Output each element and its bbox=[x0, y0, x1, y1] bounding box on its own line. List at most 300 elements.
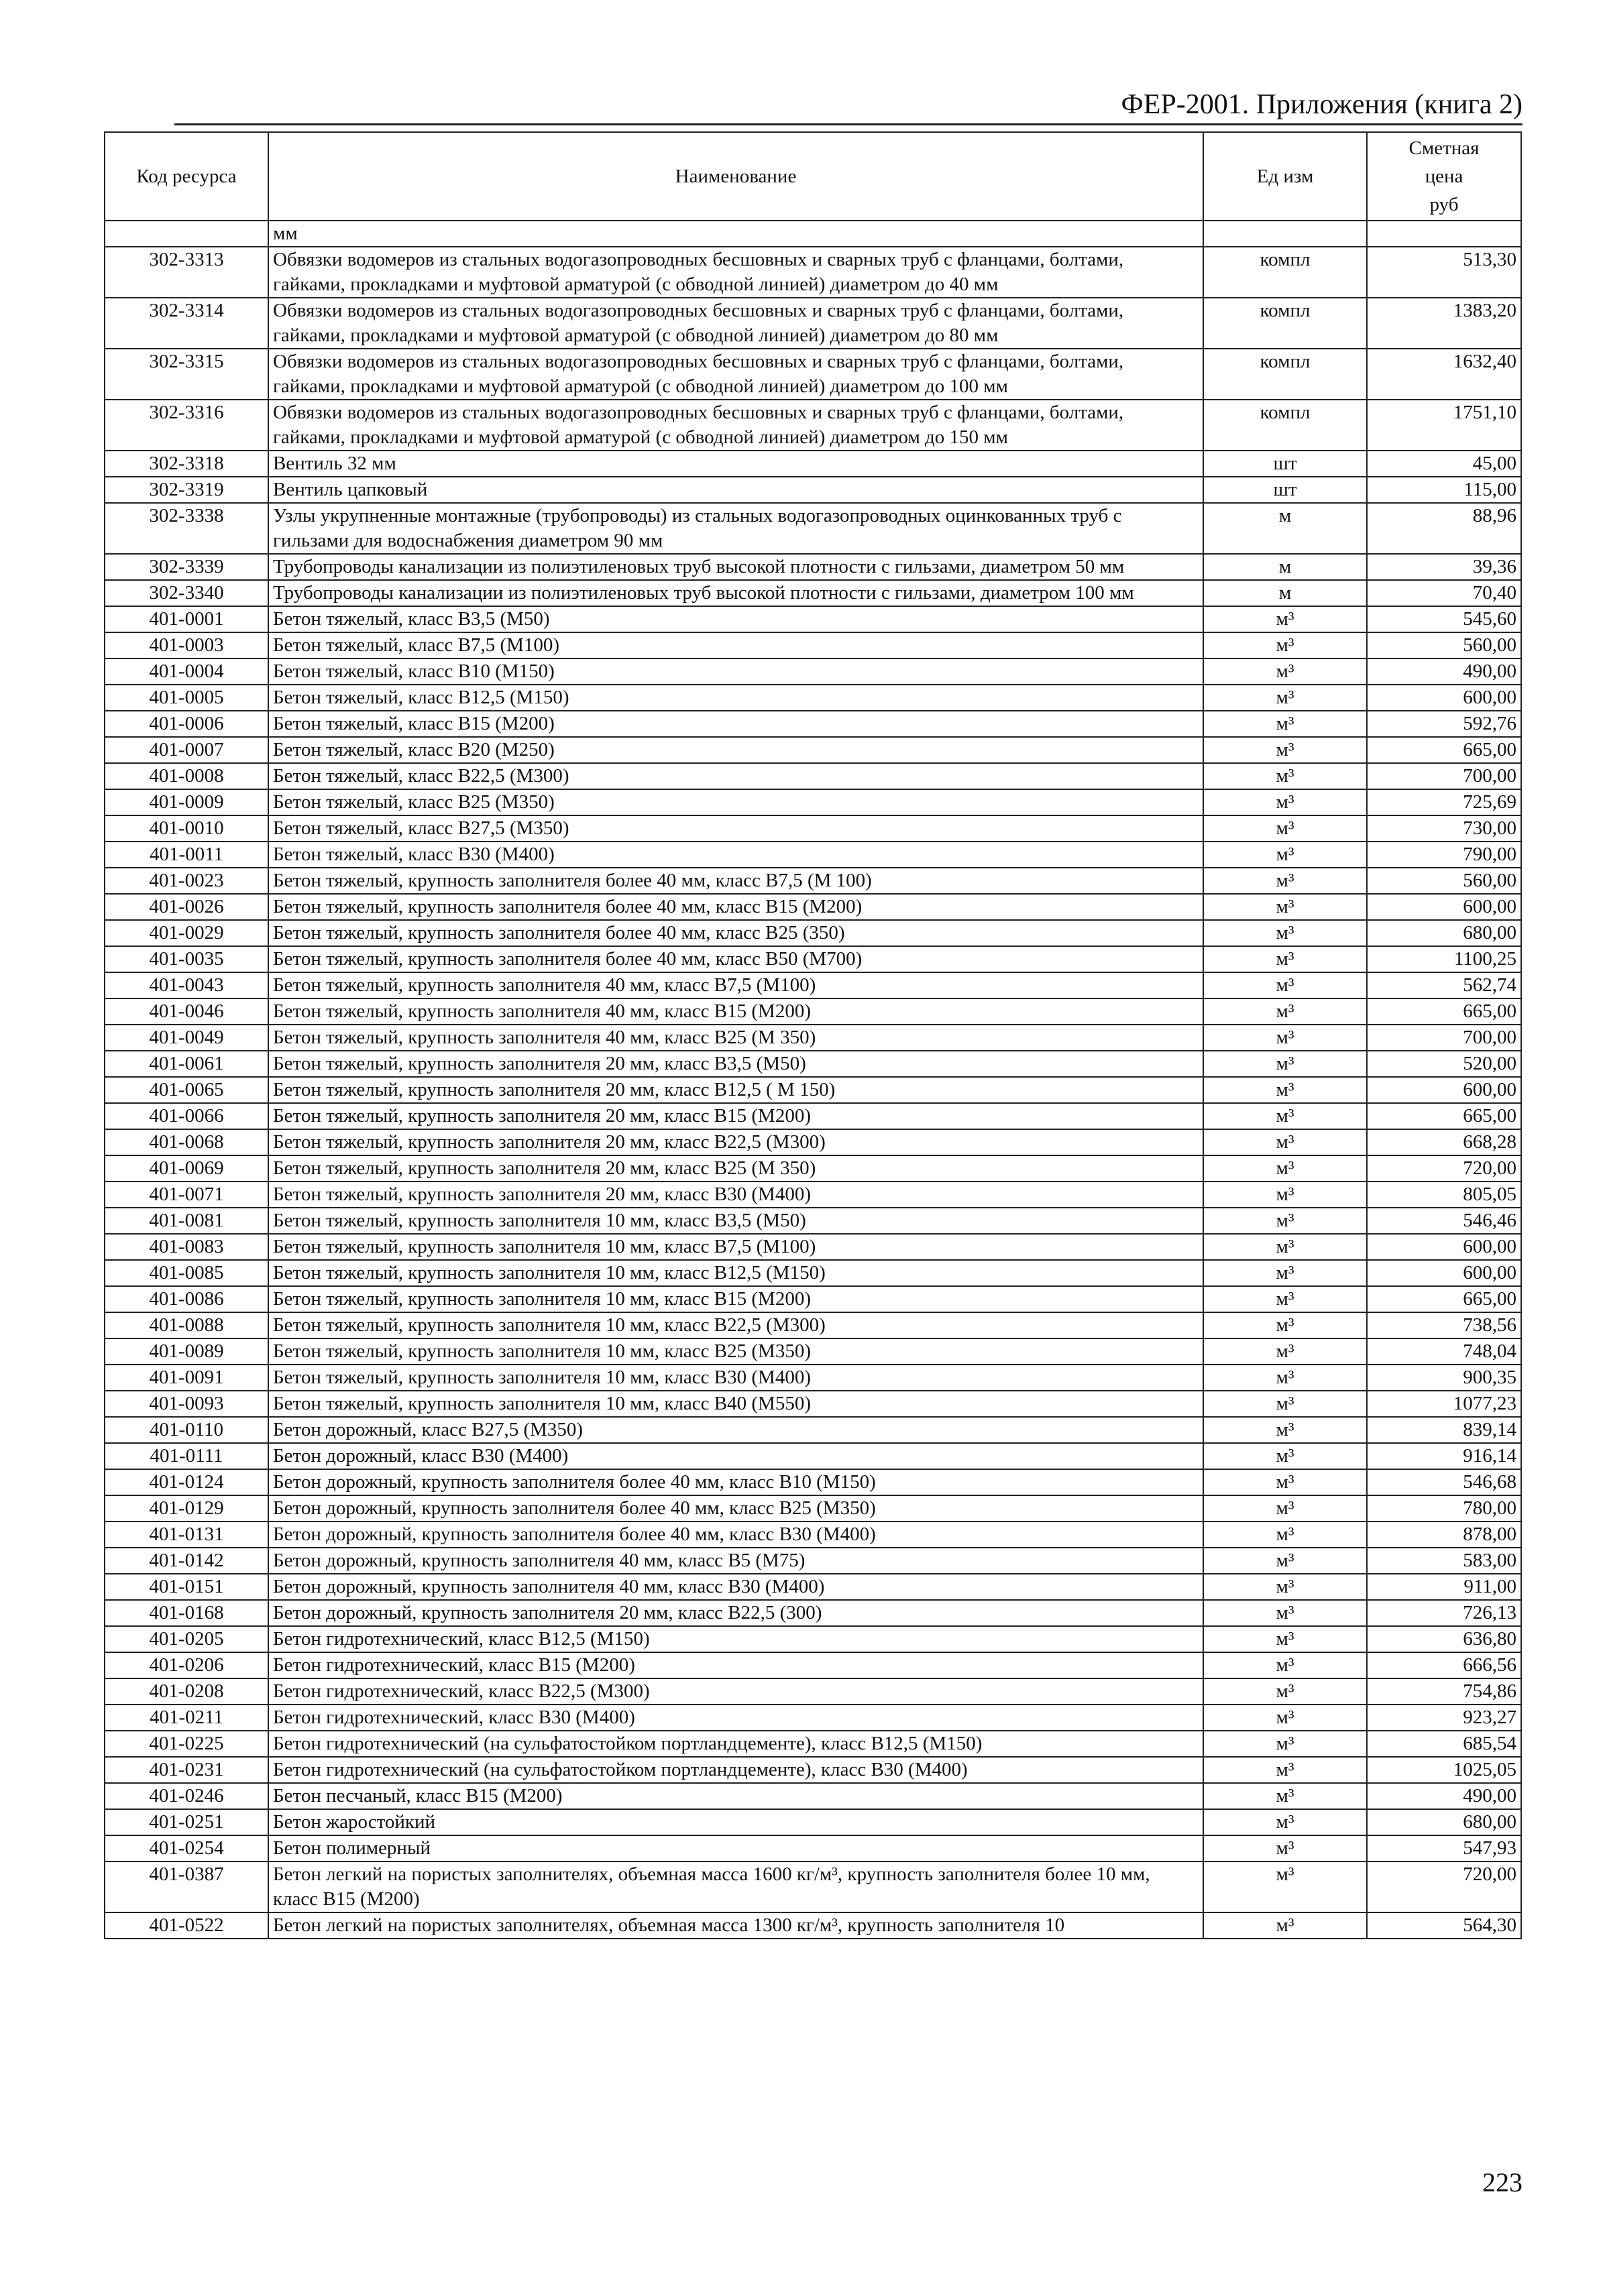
cell-unit: компл bbox=[1203, 247, 1367, 298]
column-header-unit: Ед изм bbox=[1203, 132, 1367, 221]
table-row bbox=[105, 477, 1521, 503]
cell-price: 685,54 bbox=[1367, 1731, 1521, 1757]
cell-price: 725,69 bbox=[1367, 789, 1521, 815]
cell-price: 520,00 bbox=[1367, 1051, 1521, 1077]
table-row bbox=[105, 815, 1521, 842]
cell-price: 754,86 bbox=[1367, 1678, 1521, 1705]
cell-name: Бетон тяжелый, крупность заполнителя 10 мм, класс В12,5 (М150) bbox=[268, 1260, 1203, 1286]
table-row bbox=[105, 685, 1521, 711]
cell-unit: м³ bbox=[1203, 1861, 1367, 1912]
cell-unit: м³ bbox=[1203, 1469, 1367, 1495]
cell-name: мм bbox=[268, 221, 1203, 247]
cell-price: 1025,05 bbox=[1367, 1757, 1521, 1783]
cell-unit: м³ bbox=[1203, 1835, 1367, 1861]
cell-unit: м³ bbox=[1203, 1234, 1367, 1260]
cell-price: 583,00 bbox=[1367, 1548, 1521, 1574]
table-row bbox=[105, 400, 1521, 451]
cell-name: Бетон тяжелый, класс В20 (М250) bbox=[268, 737, 1203, 763]
cell-name: Бетон дорожный, класс В27,5 (М350) bbox=[268, 1417, 1203, 1443]
cell-unit: м³ bbox=[1203, 1600, 1367, 1626]
cell-name: Вентиль цапковый bbox=[268, 477, 1203, 503]
cell-name: Обвязки водомеров из стальных водогазопроводных бесшовных и сварных труб с фланцами, болтами, гайками, прокладками и муфтовой арматурой (с обводной линией) диаметром до 80 мм bbox=[268, 298, 1203, 349]
cell-code: 401-0066 bbox=[105, 1103, 268, 1129]
cell-name: Бетон тяжелый, крупность заполнителя 10 мм, класс В22,5 (М300) bbox=[268, 1312, 1203, 1338]
cell-unit: м³ bbox=[1203, 1548, 1367, 1574]
cell-code: 401-0001 bbox=[105, 606, 268, 632]
cell-code: 401-0081 bbox=[105, 1208, 268, 1234]
cell-name: Бетон тяжелый, класс В25 (М350) bbox=[268, 789, 1203, 815]
cell-code: 401-0246 bbox=[105, 1783, 268, 1809]
cell-unit: м³ bbox=[1203, 763, 1367, 789]
table-header-row bbox=[105, 132, 1521, 221]
cell-unit: м³ bbox=[1203, 1391, 1367, 1417]
cell-unit: м³ bbox=[1203, 1312, 1367, 1338]
cell-code: 401-0110 bbox=[105, 1417, 268, 1443]
cell-unit: м³ bbox=[1203, 685, 1367, 711]
cell-price: 668,28 bbox=[1367, 1129, 1521, 1155]
resource-price-table bbox=[104, 131, 1522, 1939]
cell-unit: м³ bbox=[1203, 1757, 1367, 1783]
cell-price: 600,00 bbox=[1367, 1260, 1521, 1286]
table-row bbox=[105, 1495, 1521, 1522]
cell-unit: м³ bbox=[1203, 1495, 1367, 1522]
table-row bbox=[105, 1783, 1521, 1809]
table-row bbox=[105, 789, 1521, 815]
cell-price: 666,56 bbox=[1367, 1652, 1521, 1678]
cell-name: Бетон легкий на пористых заполнителях, объемная масса 1600 кг/м³, крупность заполнителя более 10 мм, класс В15 (М200) bbox=[268, 1861, 1203, 1912]
cell-unit: м³ bbox=[1203, 1286, 1367, 1312]
cell-unit: м³ bbox=[1203, 946, 1367, 972]
column-header-price-line3: руб bbox=[1429, 194, 1459, 215]
cell-price: 45,00 bbox=[1367, 451, 1521, 477]
cell-name: Бетон тяжелый, крупность заполнителя 40 мм, класс В7,5 (М100) bbox=[268, 972, 1203, 998]
cell-name: Бетон тяжелый, крупность заполнителя 20 мм, класс В25 (М 350) bbox=[268, 1155, 1203, 1182]
cell-price: 738,56 bbox=[1367, 1312, 1521, 1338]
cell-price: 546,46 bbox=[1367, 1208, 1521, 1234]
cell-code: 401-0251 bbox=[105, 1809, 268, 1835]
cell-price bbox=[1367, 221, 1521, 247]
cell-name: Бетон тяжелый, крупность заполнителя 10 мм, класс В25 (М350) bbox=[268, 1338, 1203, 1365]
table-row bbox=[105, 632, 1521, 658]
cell-name: Бетон тяжелый, крупность заполнителя 10 мм, класс В7,5 (М100) bbox=[268, 1234, 1203, 1260]
cell-price: 805,05 bbox=[1367, 1182, 1521, 1208]
cell-code: 401-0004 bbox=[105, 658, 268, 685]
cell-unit: м³ bbox=[1203, 1417, 1367, 1443]
cell-price: 600,00 bbox=[1367, 1077, 1521, 1103]
cell-code: 401-0007 bbox=[105, 737, 268, 763]
table-row bbox=[105, 1182, 1521, 1208]
cell-name: Трубопроводы канализации из полиэтиленовых труб высокой плотности с гильзами, диаметром 100 мм bbox=[268, 580, 1203, 606]
cell-name: Бетон тяжелый, крупность заполнителя 20 мм, класс В12,5 ( М 150) bbox=[268, 1077, 1203, 1103]
cell-name: Бетон тяжелый, класс В22,5 (М300) bbox=[268, 763, 1203, 789]
cell-name: Бетон тяжелый, крупность заполнителя 10 мм, класс В40 (М550) bbox=[268, 1391, 1203, 1417]
cell-code: 401-0069 bbox=[105, 1155, 268, 1182]
cell-name: Бетон тяжелый, класс В27,5 (М350) bbox=[268, 815, 1203, 842]
cell-code: 302-3338 bbox=[105, 503, 268, 554]
cell-code: 401-0205 bbox=[105, 1626, 268, 1652]
cell-code: 302-3319 bbox=[105, 477, 268, 503]
cell-name: Бетон гидротехнический (на сульфатостойком портландцементе), класс В30 (М400) bbox=[268, 1757, 1203, 1783]
table-row bbox=[105, 1155, 1521, 1182]
cell-unit: м³ bbox=[1203, 1705, 1367, 1731]
cell-price: 636,80 bbox=[1367, 1626, 1521, 1652]
cell-price: 916,14 bbox=[1367, 1443, 1521, 1469]
table-row bbox=[105, 1260, 1521, 1286]
cell-name: Бетон тяжелый, крупность заполнителя 10 мм, класс В30 (М400) bbox=[268, 1365, 1203, 1391]
cell-price: 730,00 bbox=[1367, 815, 1521, 842]
cell-code: 401-0211 bbox=[105, 1705, 268, 1731]
table-row bbox=[105, 1652, 1521, 1678]
table-row bbox=[105, 1522, 1521, 1548]
cell-unit: м³ bbox=[1203, 1912, 1367, 1939]
cell-price: 513,30 bbox=[1367, 247, 1521, 298]
cell-code: 302-3314 bbox=[105, 298, 268, 349]
cell-price: 1632,40 bbox=[1367, 349, 1521, 400]
cell-name: Бетон дорожный, крупность заполнителя более 40 мм, класс В30 (М400) bbox=[268, 1522, 1203, 1548]
cell-price: 547,93 bbox=[1367, 1835, 1521, 1861]
cell-code: 401-0026 bbox=[105, 894, 268, 920]
column-header-price bbox=[1367, 132, 1521, 221]
cell-unit: м³ bbox=[1203, 972, 1367, 998]
cell-code: 302-3316 bbox=[105, 400, 268, 451]
table-row bbox=[105, 868, 1521, 894]
cell-code: 401-0068 bbox=[105, 1129, 268, 1155]
table-row bbox=[105, 920, 1521, 946]
cell-price: 600,00 bbox=[1367, 894, 1521, 920]
cell-name: Бетон тяжелый, крупность заполнителя 40 мм, класс В15 (М200) bbox=[268, 998, 1203, 1025]
table-row bbox=[105, 1548, 1521, 1574]
cell-code: 401-0006 bbox=[105, 711, 268, 737]
cell-name: Бетон тяжелый, крупность заполнителя более 40 мм, класс В25 (350) bbox=[268, 920, 1203, 946]
cell-code: 401-0142 bbox=[105, 1548, 268, 1574]
cell-code: 401-0023 bbox=[105, 868, 268, 894]
cell-name: Бетон дорожный, крупность заполнителя более 40 мм, класс В10 (М150) bbox=[268, 1469, 1203, 1495]
cell-code: 401-0009 bbox=[105, 789, 268, 815]
cell-name: Бетон тяжелый, крупность заполнителя 10 мм, класс В15 (М200) bbox=[268, 1286, 1203, 1312]
table-row bbox=[105, 1234, 1521, 1260]
cell-price: 490,00 bbox=[1367, 658, 1521, 685]
table-row bbox=[105, 998, 1521, 1025]
cell-name: Бетон дорожный, крупность заполнителя 40 мм, класс В30 (М400) bbox=[268, 1574, 1203, 1600]
cell-unit: м³ bbox=[1203, 606, 1367, 632]
table-row bbox=[105, 1338, 1521, 1365]
cell-unit: м³ bbox=[1203, 737, 1367, 763]
cell-name: Бетон тяжелый, класс В15 (М200) bbox=[268, 711, 1203, 737]
cell-code: 401-0043 bbox=[105, 972, 268, 998]
cell-code: 401-0049 bbox=[105, 1025, 268, 1051]
cell-code: 401-0206 bbox=[105, 1652, 268, 1678]
cell-unit: м³ bbox=[1203, 920, 1367, 946]
cell-code: 401-0093 bbox=[105, 1391, 268, 1417]
table-row bbox=[105, 1600, 1521, 1626]
cell-code: 401-0046 bbox=[105, 998, 268, 1025]
table-row bbox=[105, 1391, 1521, 1417]
cell-unit: м bbox=[1203, 554, 1367, 580]
cell-unit: м³ bbox=[1203, 1626, 1367, 1652]
cell-price: 748,04 bbox=[1367, 1338, 1521, 1365]
cell-price: 680,00 bbox=[1367, 920, 1521, 946]
cell-code: 401-0086 bbox=[105, 1286, 268, 1312]
cell-code: 401-0035 bbox=[105, 946, 268, 972]
cell-price: 39,36 bbox=[1367, 554, 1521, 580]
cell-code: 401-0131 bbox=[105, 1522, 268, 1548]
table-row bbox=[105, 1574, 1521, 1600]
table-row bbox=[105, 554, 1521, 580]
cell-price: 839,14 bbox=[1367, 1417, 1521, 1443]
cell-unit: компл bbox=[1203, 349, 1367, 400]
cell-code: 401-0005 bbox=[105, 685, 268, 711]
cell-code: 401-0011 bbox=[105, 842, 268, 868]
cell-name: Обвязки водомеров из стальных водогазопроводных бесшовных и сварных труб с фланцами, болтами, гайками, прокладками и муфтовой арматурой (с обводной линией) диаметром до 40 мм bbox=[268, 247, 1203, 298]
cell-name: Вентиль 32 мм bbox=[268, 451, 1203, 477]
cell-code: 401-0168 bbox=[105, 1600, 268, 1626]
cell-unit: шт bbox=[1203, 451, 1367, 477]
cell-price: 545,60 bbox=[1367, 606, 1521, 632]
cell-unit: м³ bbox=[1203, 868, 1367, 894]
cell-unit: м³ bbox=[1203, 1574, 1367, 1600]
cell-unit: м³ bbox=[1203, 894, 1367, 920]
cell-unit: м³ bbox=[1203, 1365, 1367, 1391]
table-row bbox=[105, 1365, 1521, 1391]
cell-unit: м³ bbox=[1203, 789, 1367, 815]
cell-code: 401-0083 bbox=[105, 1234, 268, 1260]
cell-code: 401-0065 bbox=[105, 1077, 268, 1103]
cell-price: 600,00 bbox=[1367, 1234, 1521, 1260]
cell-unit: м³ bbox=[1203, 1025, 1367, 1051]
cell-name: Бетон тяжелый, крупность заполнителя более 40 мм, класс В15 (М200) bbox=[268, 894, 1203, 920]
cell-unit bbox=[1203, 221, 1367, 247]
table-row bbox=[105, 972, 1521, 998]
cell-code: 401-0208 bbox=[105, 1678, 268, 1705]
cell-price: 790,00 bbox=[1367, 842, 1521, 868]
table-row bbox=[105, 503, 1521, 554]
table-row bbox=[105, 221, 1521, 247]
table-row bbox=[105, 1051, 1521, 1077]
cell-code: 401-0522 bbox=[105, 1912, 268, 1939]
table-row bbox=[105, 1286, 1521, 1312]
cell-price: 665,00 bbox=[1367, 998, 1521, 1025]
cell-name: Бетон дорожный, класс В30 (М400) bbox=[268, 1443, 1203, 1469]
table-row bbox=[105, 1731, 1521, 1757]
cell-code: 401-0387 bbox=[105, 1861, 268, 1912]
cell-code: 302-3340 bbox=[105, 580, 268, 606]
cell-name: Бетон дорожный, крупность заполнителя 20 мм, класс В22,5 (300) bbox=[268, 1600, 1203, 1626]
cell-unit: м³ bbox=[1203, 658, 1367, 685]
cell-unit: шт bbox=[1203, 477, 1367, 503]
cell-price: 1383,20 bbox=[1367, 298, 1521, 349]
cell-code: 401-0151 bbox=[105, 1574, 268, 1600]
cell-price: 923,27 bbox=[1367, 1705, 1521, 1731]
cell-name: Обвязки водомеров из стальных водогазопроводных бесшовных и сварных труб с фланцами, болтами, гайками, прокладками и муфтовой арматурой (с обводной линией) диаметром до 150 мм bbox=[268, 400, 1203, 451]
table-row bbox=[105, 946, 1521, 972]
cell-name: Бетон тяжелый, класс В7,5 (М100) bbox=[268, 632, 1203, 658]
cell-unit: м³ bbox=[1203, 711, 1367, 737]
table-row bbox=[105, 1129, 1521, 1155]
cell-price: 1077,23 bbox=[1367, 1391, 1521, 1417]
cell-unit: м³ bbox=[1203, 1077, 1367, 1103]
cell-price: 700,00 bbox=[1367, 1025, 1521, 1051]
cell-code: 401-0061 bbox=[105, 1051, 268, 1077]
cell-price: 1100,25 bbox=[1367, 946, 1521, 972]
cell-code: 401-0225 bbox=[105, 1731, 268, 1757]
cell-unit: компл bbox=[1203, 298, 1367, 349]
cell-code: 401-0088 bbox=[105, 1312, 268, 1338]
cell-name: Бетон тяжелый, крупность заполнителя 40 мм, класс В25 (М 350) bbox=[268, 1025, 1203, 1051]
cell-code: 401-0085 bbox=[105, 1260, 268, 1286]
table-row bbox=[105, 1861, 1521, 1912]
table-row bbox=[105, 1077, 1521, 1103]
cell-unit: м³ bbox=[1203, 632, 1367, 658]
table-body bbox=[105, 221, 1521, 1939]
cell-unit: компл bbox=[1203, 400, 1367, 451]
table-row bbox=[105, 763, 1521, 789]
cell-name: Бетон тяжелый, крупность заполнителя более 40 мм, класс В7,5 (М 100) bbox=[268, 868, 1203, 894]
table-row bbox=[105, 1103, 1521, 1129]
cell-name: Бетон тяжелый, класс В30 (М400) bbox=[268, 842, 1203, 868]
cell-price: 720,00 bbox=[1367, 1155, 1521, 1182]
table-row bbox=[105, 1678, 1521, 1705]
cell-name: Бетон тяжелый, крупность заполнителя 20 мм, класс В22,5 (М300) bbox=[268, 1129, 1203, 1155]
cell-price: 911,00 bbox=[1367, 1574, 1521, 1600]
column-header-code: Код ресурса bbox=[105, 132, 268, 221]
table-row bbox=[105, 1626, 1521, 1652]
cell-unit: м³ bbox=[1203, 1208, 1367, 1234]
cell-name: Трубопроводы канализации из полиэтиленовых труб высокой плотности с гильзами, диаметром 50 мм bbox=[268, 554, 1203, 580]
table-row bbox=[105, 349, 1521, 400]
cell-unit: м³ bbox=[1203, 1809, 1367, 1835]
cell-name: Бетон тяжелый, класс В10 (М150) bbox=[268, 658, 1203, 685]
cell-name: Бетон жаростойкий bbox=[268, 1809, 1203, 1835]
table-row bbox=[105, 842, 1521, 868]
cell-code: 302-3315 bbox=[105, 349, 268, 400]
table-row bbox=[105, 1443, 1521, 1469]
table-row bbox=[105, 1705, 1521, 1731]
cell-price: 564,30 bbox=[1367, 1912, 1521, 1939]
cell-code bbox=[105, 221, 268, 247]
cell-price: 546,68 bbox=[1367, 1469, 1521, 1495]
cell-unit: м³ bbox=[1203, 815, 1367, 842]
cell-unit: м³ bbox=[1203, 998, 1367, 1025]
table-row bbox=[105, 606, 1521, 632]
column-header-price-line1: Сметная bbox=[1408, 137, 1480, 159]
table-row bbox=[105, 737, 1521, 763]
cell-price: 726,13 bbox=[1367, 1600, 1521, 1626]
column-header-name: Наименование bbox=[268, 132, 1203, 221]
cell-price: 70,40 bbox=[1367, 580, 1521, 606]
cell-price: 88,96 bbox=[1367, 503, 1521, 554]
cell-code: 401-0129 bbox=[105, 1495, 268, 1522]
table-row bbox=[105, 1757, 1521, 1783]
cell-unit: м bbox=[1203, 503, 1367, 554]
cell-price: 600,00 bbox=[1367, 685, 1521, 711]
cell-unit: м³ bbox=[1203, 1260, 1367, 1286]
cell-code: 401-0003 bbox=[105, 632, 268, 658]
cell-name: Бетон дорожный, крупность заполнителя более 40 мм, класс В25 (М350) bbox=[268, 1495, 1203, 1522]
table-row bbox=[105, 1912, 1521, 1939]
cell-name: Бетон тяжелый, крупность заполнителя 10 мм, класс В3,5 (М50) bbox=[268, 1208, 1203, 1234]
cell-name: Бетон дорожный, крупность заполнителя 40 мм, класс В5 (М75) bbox=[268, 1548, 1203, 1574]
cell-unit: м³ bbox=[1203, 1678, 1367, 1705]
cell-code: 401-0089 bbox=[105, 1338, 268, 1365]
cell-name: Бетон гидротехнический, класс В22,5 (М300) bbox=[268, 1678, 1203, 1705]
table-row bbox=[105, 1025, 1521, 1051]
cell-price: 780,00 bbox=[1367, 1495, 1521, 1522]
cell-code: 401-0010 bbox=[105, 815, 268, 842]
table-row bbox=[105, 658, 1521, 685]
resource-table-container bbox=[104, 131, 1520, 1939]
column-header-price-line2: цена bbox=[1425, 166, 1463, 187]
cell-code: 401-0111 bbox=[105, 1443, 268, 1469]
cell-unit: м³ bbox=[1203, 1129, 1367, 1155]
cell-name: Бетон тяжелый, класс В3,5 (М50) bbox=[268, 606, 1203, 632]
table-row bbox=[105, 1809, 1521, 1835]
cell-price: 665,00 bbox=[1367, 1286, 1521, 1312]
cell-price: 700,00 bbox=[1367, 763, 1521, 789]
table-row bbox=[105, 247, 1521, 298]
cell-unit: м³ bbox=[1203, 842, 1367, 868]
cell-price: 680,00 bbox=[1367, 1809, 1521, 1835]
table-row bbox=[105, 711, 1521, 737]
cell-price: 560,00 bbox=[1367, 632, 1521, 658]
cell-name: Бетон тяжелый, крупность заполнителя 20 мм, класс В15 (М200) bbox=[268, 1103, 1203, 1129]
cell-name: Бетон тяжелый, крупность заполнителя 20 мм, класс В3,5 (М50) bbox=[268, 1051, 1203, 1077]
table-row bbox=[105, 580, 1521, 606]
page-number: 223 bbox=[1482, 2167, 1523, 2197]
cell-price: 592,76 bbox=[1367, 711, 1521, 737]
cell-code: 401-0071 bbox=[105, 1182, 268, 1208]
cell-price: 562,74 bbox=[1367, 972, 1521, 998]
cell-name: Бетон гидротехнический, класс В12,5 (М150) bbox=[268, 1626, 1203, 1652]
cell-unit: м³ bbox=[1203, 1338, 1367, 1365]
cell-code: 302-3339 bbox=[105, 554, 268, 580]
cell-price: 560,00 bbox=[1367, 868, 1521, 894]
cell-price: 878,00 bbox=[1367, 1522, 1521, 1548]
cell-price: 115,00 bbox=[1367, 477, 1521, 503]
table-row bbox=[105, 1835, 1521, 1861]
document-title: ФЕР-2001. Приложения (книга 2) bbox=[1121, 89, 1523, 120]
cell-code: 401-0029 bbox=[105, 920, 268, 946]
table-row bbox=[105, 298, 1521, 349]
table-row bbox=[105, 1312, 1521, 1338]
cell-unit: м³ bbox=[1203, 1051, 1367, 1077]
cell-price: 665,00 bbox=[1367, 737, 1521, 763]
cell-name: Бетон гидротехнический (на сульфатостойком портландцементе), класс В12,5 (М150) bbox=[268, 1731, 1203, 1757]
cell-code: 401-0254 bbox=[105, 1835, 268, 1861]
cell-name: Узлы укрупненные монтажные (трубопроводы) из стальных водогазопроводных оцинкованных труб с гильзами для водоснабжения диаметром 90 мм bbox=[268, 503, 1203, 554]
page-header bbox=[174, 86, 1523, 125]
cell-code: 302-3313 bbox=[105, 247, 268, 298]
cell-price: 490,00 bbox=[1367, 1783, 1521, 1809]
cell-price: 1751,10 bbox=[1367, 400, 1521, 451]
table-row bbox=[105, 1469, 1521, 1495]
cell-code: 302-3318 bbox=[105, 451, 268, 477]
cell-name: Бетон гидротехнический, класс В30 (М400) bbox=[268, 1705, 1203, 1731]
cell-name: Бетон гидротехнический, класс В15 (М200) bbox=[268, 1652, 1203, 1678]
cell-unit: м³ bbox=[1203, 1103, 1367, 1129]
cell-unit: м³ bbox=[1203, 1522, 1367, 1548]
cell-unit: м³ bbox=[1203, 1443, 1367, 1469]
cell-unit: м³ bbox=[1203, 1155, 1367, 1182]
cell-price: 900,35 bbox=[1367, 1365, 1521, 1391]
cell-name: Бетон полимерный bbox=[268, 1835, 1203, 1861]
cell-name: Бетон легкий на пористых заполнителях, объемная масса 1300 кг/м³, крупность заполнителя 10 bbox=[268, 1912, 1203, 1939]
cell-code: 401-0008 bbox=[105, 763, 268, 789]
cell-name: Бетон песчаный, класс В15 (М200) bbox=[268, 1783, 1203, 1809]
cell-price: 665,00 bbox=[1367, 1103, 1521, 1129]
cell-unit: м³ bbox=[1203, 1731, 1367, 1757]
cell-name: Бетон тяжелый, крупность заполнителя 20 мм, класс В30 (М400) bbox=[268, 1182, 1203, 1208]
cell-code: 401-0091 bbox=[105, 1365, 268, 1391]
